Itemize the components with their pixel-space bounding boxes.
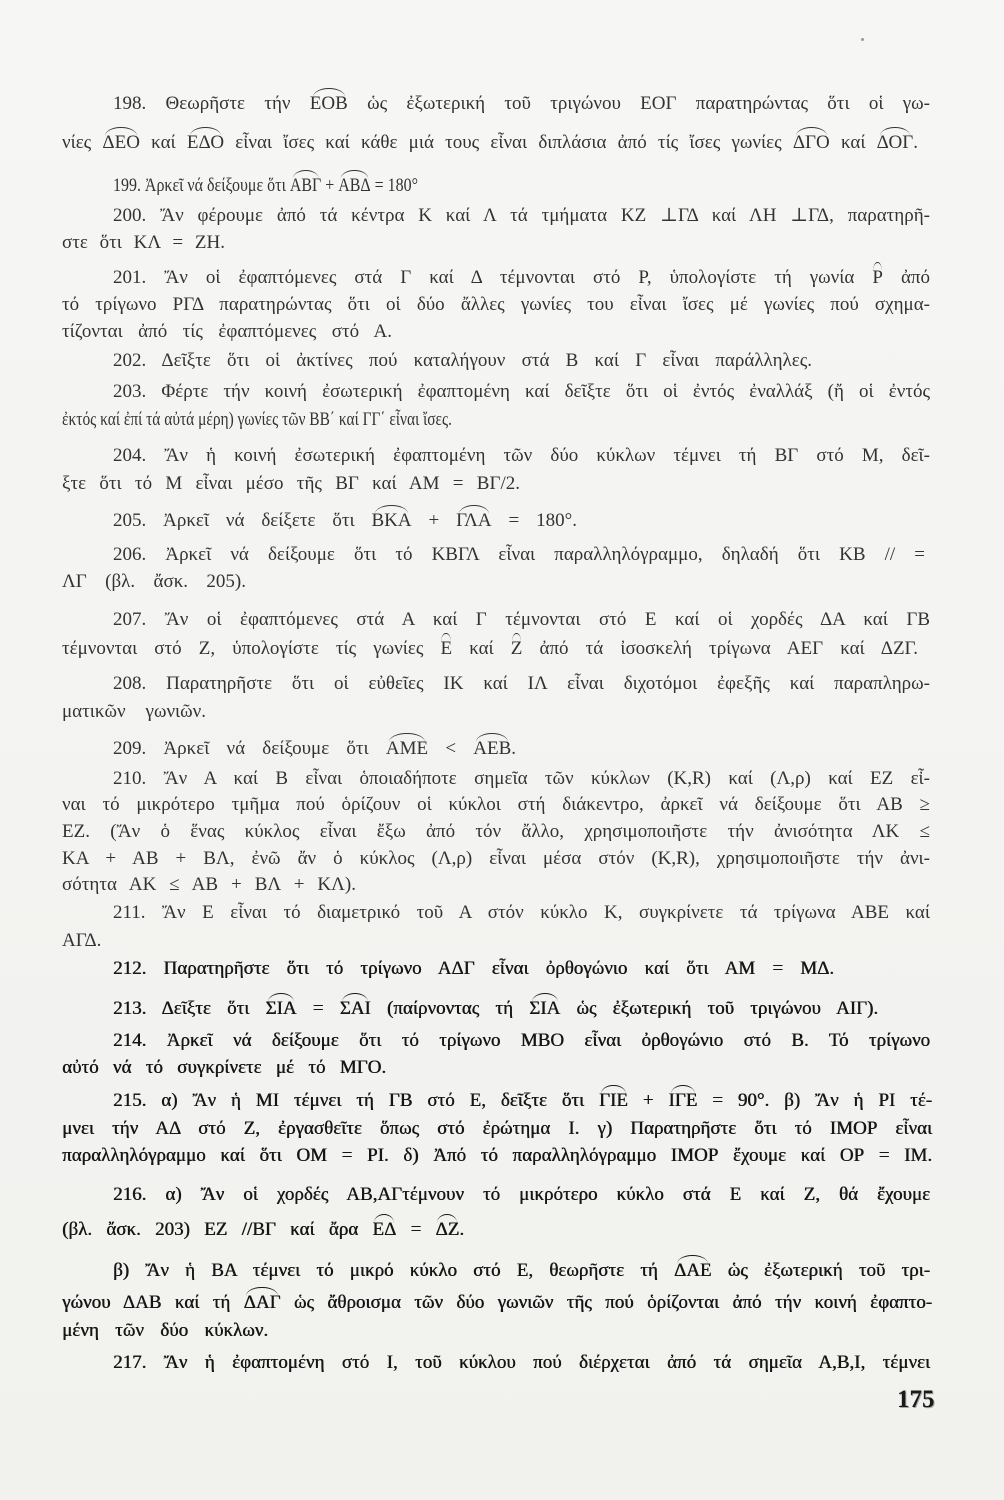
text-line [62, 408, 452, 432]
text-run: 207. Ἄν οἱ ἐφαπτόμενες στά Α καί Γ τέμνονται στό Ε καί οἱ χορδές ΔΑ καί ΓΒ [113, 609, 930, 630]
angle-notation: ΓΙΕ [598, 1090, 628, 1111]
angle-notation: ΑΒΔ [338, 175, 371, 196]
text-run: 203. Φέρτε τήν κοινή ἐσωτερική ἐφαπτομένη καί δεῖξτε ὅτι οἱ ἐντός ἐναλλάξ (ἤ οἱ ἐντός [113, 381, 930, 402]
text-run: = 180°. [491, 510, 577, 531]
text-run: ἀπό τά ἰσοσκελή τρίγωνα ΑΕΓ καί ΔΖΓ. [522, 638, 918, 659]
text-line [113, 543, 925, 567]
angle-notation: ΔΕΟ [102, 132, 140, 153]
text-line [62, 472, 520, 496]
text-line [62, 700, 206, 724]
text-run: 210. Ἄν Α καί Β εἶναι ὁποιαδήποτε σημεῖα τῶν κύκλων (Κ,R) καί (Λ,ρ) καί ΕΖ εἶ- [113, 768, 930, 789]
text-line [113, 174, 418, 198]
text-run: ναι τό μικρότερο τμῆμα πού ὁρίζουν οἱ κύκλοι στή διάκεντρο, ἀρκεῖ νά δείξουμε ὅτι ΑΒ ≥ [62, 794, 930, 815]
angle-notation: ΕΔ [372, 1219, 397, 1240]
text-run: 204. Ἄν ἡ κοινή ἐσωτερική ἐφαπτομένη τῶν δύο κύκλων τέμνει τή ΒΓ στό Μ, δεῖ- [113, 445, 930, 466]
text-line [113, 509, 577, 533]
text-line [62, 1117, 932, 1141]
text-line [113, 957, 834, 981]
text-line [113, 380, 930, 404]
text-line [113, 767, 930, 791]
text-run: = 180° [370, 175, 418, 196]
text-run: + [627, 1090, 669, 1111]
text-run: 206. Ἀρκεῖ νά δείξουμε ὅτι τό ΚΒΓΛ εἶναι παραλληλόγραμμο, δηλαδή ὅτι ΚΒ // = [113, 544, 925, 565]
text-run: ξτε ὅτι τό Μ εἶναι μέσο τῆς ΒΓ καί ΑΜ = ΒΓ/2. [62, 473, 520, 494]
text-run: ΛΓ (βλ. ἄσκ. 205). [62, 571, 246, 592]
text-run: 214. Ἀρκεῖ νά δείξουμε ὅτι τό τρίγωνο ΜΒΟ εἶναι ὀρθογώνιο στό Β. Τό τρίγωνο [113, 1030, 930, 1051]
text-line [113, 997, 878, 1021]
text-line [62, 1291, 932, 1315]
text-line [62, 231, 225, 255]
text-run: εἶναι ἴσες καί κάθε μιά τους εἶναι διπλάσια ἀπό τίς ἴσες γωνίες [224, 132, 793, 153]
text-run: 211. Ἄν Ε εἶναι τό διαμετρικό τοῦ Α στόν κύκλο Κ, συγκρίνετε τά τρίγωνα ΑΒΕ καί [113, 902, 930, 923]
text-run: β) Ἄν ἡ ΒΑ τέμνει τό μικρό κύκλο στό Ε, θεωρῆστε τή [113, 1260, 674, 1281]
angle-notation: Ρ [872, 267, 883, 288]
text-run: 201. Ἄν οἱ ἐφαπτόμενες στά Γ καί Δ τέμνονται στό Ρ, ὑπολογίστε τή γωνία [113, 267, 873, 288]
scan-speck [861, 38, 864, 41]
text-run: ματικῶν γωνιῶν. [62, 701, 206, 722]
text-run: ἀπό [882, 267, 930, 288]
text-run: < [428, 738, 474, 759]
text-run: 208. Παρατηρῆστε ὅτι οἱ εὐθεῖες ΙΚ καί ΙΛ εἶναι διχοτόμοι ἐφεξῆς καί παραπληρω- [113, 673, 930, 694]
text-line [62, 847, 930, 871]
text-line [62, 570, 246, 594]
text-line [113, 266, 930, 290]
text-run: . [913, 132, 918, 153]
text-run: μένη τῶν δύο κύκλων. [62, 1320, 268, 1341]
text-line [113, 608, 930, 632]
text-line [62, 1218, 464, 1242]
text-run: τέμνονται στό Ζ, ὑπολογίστε τίς γωνίες [62, 638, 441, 659]
text-run: 205. Ἀρκεῖ νά δείξετε ὅτι [113, 510, 372, 531]
text-run: ὡς ἄθροισμα τῶν δύο γωνιῶν τῆς πού ὁρίζονται ἀπό τήν κοινή ἐφαπτο- [280, 1292, 932, 1313]
text-line [113, 737, 516, 761]
text-line [62, 131, 918, 155]
text-line [113, 1183, 930, 1207]
text-run: ΚΑ + ΑΒ + ΒΛ, ἐνῶ ἄν ὁ κύκλος (Λ,ρ) εἶναι μέσα στόν (Κ,R), χρησιμοποιῆστε τήν ἀνι- [62, 848, 930, 869]
text-line [62, 1319, 268, 1343]
angle-notation: ΣΙΑ [529, 998, 561, 1019]
text-line [62, 1056, 386, 1080]
text-line [113, 92, 930, 116]
text-run: = 90°. β) Ἄν ἡ ΡΙ τέ- [697, 1090, 932, 1111]
text-run: . [459, 1219, 464, 1240]
text-line [113, 204, 930, 228]
text-run: καί [452, 638, 511, 659]
page-number: 175 [897, 1386, 935, 1413]
text-line [62, 293, 930, 317]
text-run: γώνου ΔΑΒ καί τή [62, 1292, 244, 1313]
text-run: μνει τήν ΑΔ στό Ζ, ἐργασθεῖτε ὅπως στό ἐρώτημα Ι. γ) Παρατηρῆστε ὅτι τό ΙΜΟΡ εἶναι [62, 1118, 932, 1139]
text-run: 200. Ἄν φέρουμε ἀπό τά κέντρα Κ καί Λ τά τμήματα ΚΖ ⊥ΓΔ καί ΛΗ ⊥ΓΔ, παρατηρῆ- [113, 205, 930, 226]
text-line [62, 873, 356, 897]
text-run: . [511, 738, 517, 759]
angle-notation: ΔΓΟ [792, 132, 830, 153]
text-run: καί [139, 132, 187, 153]
text-line [113, 444, 930, 468]
text-line [62, 820, 930, 844]
text-line [62, 1144, 932, 1168]
angle-notation: Ε [440, 638, 453, 659]
text-run: σότητα ΑΚ ≤ ΑΒ + ΒΛ + ΚΛ). [62, 874, 356, 895]
text-run: 209. Ἀρκεῖ νά δείξουμε ὅτι [113, 738, 386, 759]
text-line [62, 320, 392, 344]
text-run: 199. Ἀρκεῖ νά δείξουμε ὅτι [113, 175, 290, 196]
angle-notation: ΒΚΑ [371, 510, 412, 531]
text-line [62, 929, 101, 953]
text-run: ὡς ἐξωτερική τοῦ τρι- [711, 1260, 930, 1281]
text-run: στε ὅτι ΚΛ = ΖΗ. [62, 232, 225, 253]
text-run: ΑΓΔ. [62, 930, 102, 951]
angle-notation: ΣΑΙ [339, 998, 371, 1019]
text-run: = [296, 998, 340, 1019]
text-run: τό τρίγωνο ΡΓΔ παρατηρώντας ὅτι οἱ δύο ἄλλες γωνίες του εἶναι ἴσες μέ γωνίες πού σχημα- [62, 294, 930, 315]
text-line [113, 672, 930, 696]
angle-notation: ΕΔΟ [186, 132, 225, 153]
text-run: καί [829, 132, 877, 153]
text-line [62, 637, 918, 661]
text-run: ὡς ἐξωτερική τοῦ τριγώνου ΕΟΓ παρατηρώντας ὅτι οἱ γω- [347, 93, 930, 114]
text-run: + [321, 175, 339, 196]
text-run: (βλ. ἄσκ. 203) ΕΖ //ΒΓ καί ἄρα [62, 1219, 373, 1240]
angle-notation: ΙΓΕ [668, 1090, 698, 1111]
angle-notation: ΔΟΓ [876, 132, 914, 153]
angle-notation: ΑΜΕ [385, 738, 429, 759]
text-run: (παίρνοντας τή [370, 998, 530, 1019]
text-run: 216. α) Ἄν οἱ χορδές ΑΒ,ΑΓτέμνουν τό μικρότερο κύκλο στά Ε καί Ζ, θά ἔχουμε [113, 1184, 930, 1205]
text-run: + [411, 510, 457, 531]
text-line [113, 1351, 930, 1375]
text-line [113, 1259, 930, 1283]
angle-notation: ΔΑΓ [243, 1292, 281, 1313]
angle-notation: ΔΖ [435, 1219, 460, 1240]
text-run: 212. Παρατηρῆστε ὅτι τό τρίγωνο ΑΔΓ εἶναι ὀρθογώνιο καί ὅτι ΑΜ = ΜΔ. [113, 958, 834, 979]
text-line [113, 1089, 932, 1113]
text-run: ὡς ἐξωτερική τοῦ τριγώνου ΑΙΓ). [560, 998, 879, 1019]
text-line [113, 901, 930, 925]
angle-notation: ΔΑΕ [673, 1260, 712, 1281]
text-line [113, 349, 812, 373]
text-run: τίζονται ἀπό τίς ἐφαπτόμενες στό Α. [62, 321, 392, 342]
angle-notation: ΑΒΓ [289, 175, 322, 196]
angle-notation: ΑΕΒ [473, 738, 512, 759]
text-run: αὐτό νά τό συγκρίνετε μέ τό ΜΓΟ. [62, 1057, 386, 1078]
text-run: 215. α) Ἄν ἡ ΜΙ τέμνει τή ΓΒ στό Ε, δεῖξτε ὅτι [113, 1090, 599, 1111]
text-run: 217. Ἄν ἡ ἐφαπτομένη στό Ι, τοῦ κύκλου πού διέρχεται ἀπό τά σημεῖα Α,Β,Ι, τέμνει [113, 1352, 930, 1373]
text-run: 213. Δεῖξτε ὅτι [113, 998, 266, 1019]
text-run: 198. Θεωρῆστε τήν [113, 93, 310, 114]
text-run: ἐκτός καί ἐπί τά αὐτά μέρη) γωνίες τῶν ΒΒ΄ καί ΓΓ΄ εἶναι ἴσες. [62, 409, 452, 430]
text-run: 202. Δεῖξτε ὅτι οἱ ἀκτίνες πού καταλήγουν στά Β καί Γ εἶναι παράλληλες. [113, 350, 812, 371]
text-run: παραλληλόγραμμο καί ὅτι ΟΜ = ΡΙ. δ) Ἀπό τό παραλληλόγραμμο ΙΜΟΡ ἔχουμε καί ΟΡ = ΙΜ. [62, 1145, 932, 1166]
text-run: νίες [62, 132, 103, 153]
angle-notation: Ζ [510, 638, 523, 659]
text-line [113, 1029, 930, 1053]
angle-notation: ΓΛΑ [456, 510, 492, 531]
angle-notation: ΕΟΒ [309, 93, 348, 114]
text-line [62, 793, 930, 817]
angle-notation: ΣΙΑ [265, 998, 297, 1019]
text-run: ΕΖ. (Ἄν ὁ ἕνας κύκλος εἶναι ἔξω ἀπό τόν ἄλλο, χρησιμοποιῆστε τήν ἀνισότητα ΛΚ ≤ [62, 821, 930, 842]
text-run: = [396, 1219, 436, 1240]
